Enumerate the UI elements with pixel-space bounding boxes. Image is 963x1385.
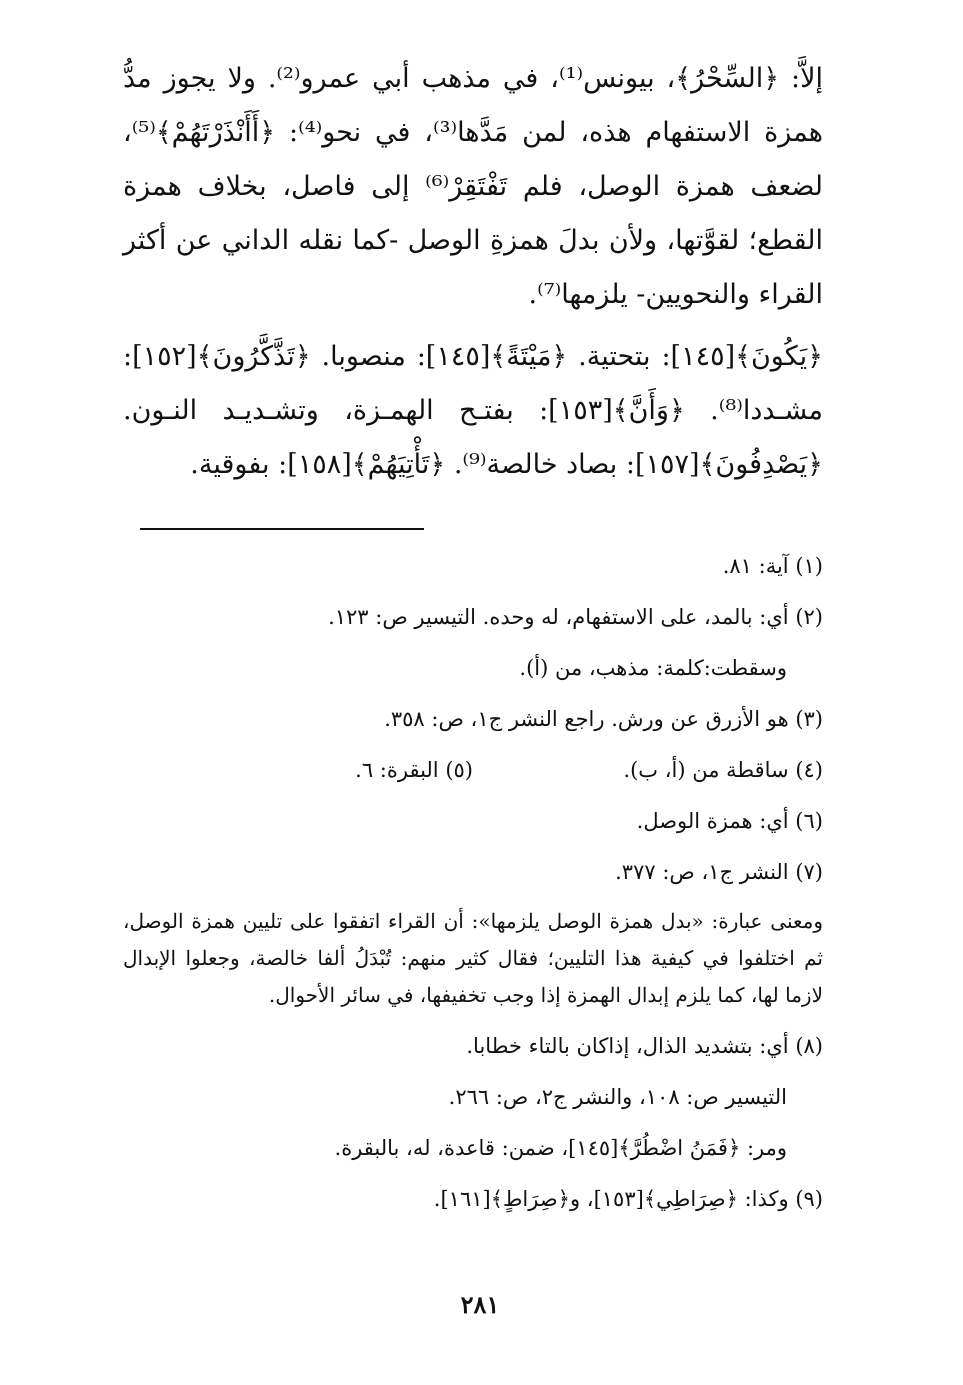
page-number: ٢٨١	[460, 1290, 500, 1319]
footnote-6: (٦) أي: همزة الوصل.	[636, 809, 823, 833]
main-paragraph: ﴿يَكُونَ﴾[١٤٥]: بتحتية. ﴿مَيْتَةً﴾[١٤٥]: منصوبا. ﴿تَذَّكَّرُونَ﴾[١٥٢]: مشـددا⁽⁸⁾. ﴿وَأَنَّ﴾[١٥٣]: بفتـح الهمـزة، وتشـديـد النـون. ﴿يَصْدِفُونَ﴾[١٥٧]: بصاد خالصة⁽⁹⁾. ﴿تَأْتِيَهُمْ﴾[١٥٨]: بفوقية.	[123, 341, 823, 480]
footnote-7-explanation: ومعنى عبارة: «بدل همزة الوصل يلزمها»: أن القراء اتفقوا على تليين همزة الوصل، ثم اختلفوا في كيفية هذا التليين؛ فقال كثير منهم: تُبْدَلُ ألفا خالصة، وجعلوا الإبدال لازما لها، كما يلزم إبدال الهمزة إذا وجب تخفيفها، في سائر الأحوال.	[123, 909, 823, 1007]
footnote-separator	[140, 528, 424, 530]
footnote-5: (٥) البقرة: ٦.	[355, 758, 473, 782]
footnote-2-continuation: وسقطت:كلمة: مذهب، من (أ).	[519, 656, 787, 680]
footnote-8-cross-reference: ومر: ﴿فَمَنُ اضْطُرَّ﴾[١٤٥]، ضمن: قاعدة، له، بالبقرة.	[334, 1136, 787, 1160]
footnote-8-source: التيسير ص: ١٠٨، والنشر ج٢، ص: ٢٦٦.	[448, 1085, 787, 1109]
main-paragraph: إلاَّ: ﴿السِّحْرُ﴾، بيونس⁽¹⁾، في مذهب أبي عمرو⁽²⁾. ولا يجوز مدُّ همزة الاستفهام هذه، لمن مَدَّها⁽³⁾، في نحو⁽⁴⁾: ﴿أَأَنْذَرْتَهُمْ﴾⁽⁵⁾، لضعف همزة الوصل، فلم تَفْتَقِرْ⁽⁶⁾ إلى فاصل، بخلاف همزة القطع؛ لقوَّتها، ولأن بدلَ همزةِ الوصل -كما نقله الداني عن أكثر القراء والنحويين- يلزمها⁽⁷⁾.	[123, 63, 823, 310]
footnote-7: (٧) النشر ج١، ص: ٣٧٧.	[615, 860, 823, 884]
footnote-9: (٩) وكذا: ﴿صِرَاطِي﴾[١٥٣]، و﴿صِرَاطٍ﴾[١٦١].	[433, 1187, 823, 1211]
footnote-8: (٨) أي: بتشديد الذال، إذاكان بالتاء خطابا.	[466, 1034, 823, 1058]
footnote-1: (١) آية: ٨١.	[722, 554, 823, 578]
main-text	[123, 52, 823, 492]
footnote-3: (٣) هو الأزرق عن ورش. راجع النشر ج١، ص: ٣٥٨.	[384, 707, 823, 731]
footnotes	[123, 546, 823, 1230]
footnote-2: (٢) أي: بالمد، على الاستفهام، له وحده. التيسير ص: ١٢٣.	[328, 605, 823, 629]
footnote-4: (٤) ساقطة من (أ، ب).	[623, 758, 823, 782]
footnote-4-5-row	[123, 750, 823, 801]
